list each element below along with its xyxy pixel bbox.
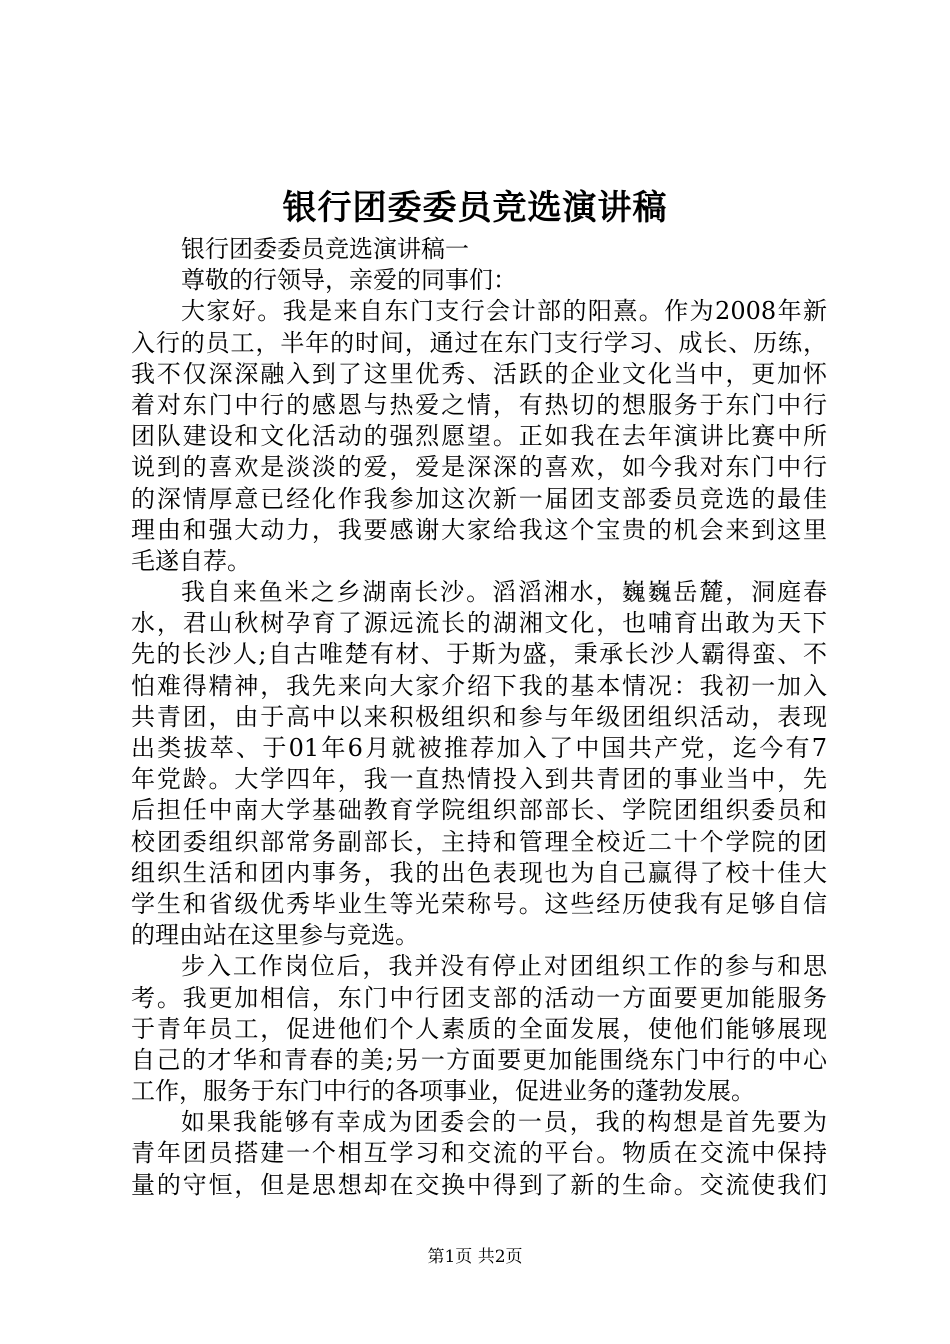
text-line: 组织生活和团内事务，我的出色表现也为自己赢得了校十佳大: [131, 858, 827, 887]
text-line: 大家好。我是来自东门支行会计部的阳熹。作为2008年新: [181, 297, 827, 326]
text-line: 后担任中南大学基础教育学院组织部部长、学院团组织委员和: [131, 796, 827, 825]
text-line: 的深情厚意已经化作我参加这次新一届团支部委员竞选的最佳: [131, 484, 827, 513]
text-line: 年党龄。大学四年，我一直热情投入到共青团的事业当中，先: [131, 765, 827, 794]
text-line: 校团委组织部常务副部长，主持和管理全校近二十个学院的团: [131, 827, 827, 856]
text-line: 我自来鱼米之乡湖南长沙。滔滔湘水，巍巍岳麓，洞庭春: [181, 578, 827, 607]
text-line: 的理由站在这里参与竞选。: [131, 921, 419, 950]
text-line: 考。我更加相信，东门中行团支部的活动一方面要更加能服务: [131, 983, 827, 1012]
text-line: 团队建设和文化活动的强烈愿望。正如我在去年演讲比赛中所: [131, 422, 827, 451]
text-line: 如果我能够有幸成为团委会的一员，我的构想是首先要为: [181, 1108, 827, 1137]
text-line: 尊敬的行领导，亲爱的同事们：: [181, 266, 517, 295]
page-title: 银行团委委员竞选演讲稿: [282, 188, 668, 228]
text-line: 于青年员工，促进他们个人素质的全面发展，使他们能够展现: [131, 1014, 827, 1043]
text-line: 出类拔萃、于01年6月就被推荐加入了中国共产党，迄今有7: [131, 734, 827, 762]
text-line: 青年团员搭建一个相互学习和交流的平台。物质在交流中保持: [131, 1139, 827, 1168]
text-line: 入行的员工，半年的时间，通过在东门支行学习、成长、历练，: [131, 328, 827, 357]
text-line: 我不仅深深融入到了这里优秀、活跃的企业文化当中，更加怀: [131, 359, 827, 388]
text-line: 学生和省级优秀毕业生等光荣称号。这些经历使我有足够自信: [131, 889, 827, 918]
page-footer: 第1页 共2页: [427, 1247, 523, 1267]
text-line: 量的守恒，但是思想却在交换中得到了新的生命。交流使我们: [131, 1170, 827, 1199]
text-line: 水，君山秋树孕育了源远流长的湖湘文化，也哺育出敢为天下: [131, 609, 827, 638]
document-body: [131, 234, 827, 1201]
text-line: 理由和强大动力，我要感谢大家给我这个宝贵的机会来到这里: [131, 515, 827, 544]
text-line: 毛遂自荐。: [131, 546, 251, 575]
text-line: 工作，服务于东门中行的各项事业，促进业务的蓬勃发展。: [131, 1077, 755, 1106]
text-line: 银行团委委员竞选演讲稿一: [181, 235, 469, 263]
text-line: 步入工作岗位后，我并没有停止对团组织工作的参与和思: [181, 952, 827, 981]
text-line: 怕难得精神，我先来向大家介绍下我的基本情况：我初一加入: [131, 671, 827, 700]
text-line: 说到的喜欢是淡淡的爱，爱是深深的喜欢，如今我对东门中行: [131, 453, 827, 482]
text-line: 自己的才华和青春的美;另一方面要更加能围绕东门中行的中心: [131, 1045, 827, 1074]
text-line: 着对东门中行的感恩与热爱之情，有热切的想服务于东门中行: [131, 390, 827, 419]
text-line: 共青团，由于高中以来积极组织和参与年级团组织活动，表现: [131, 702, 827, 731]
text-line: 先的长沙人;自古唯楚有材、于斯为盛，秉承长沙人霸得蛮、不: [131, 640, 827, 669]
